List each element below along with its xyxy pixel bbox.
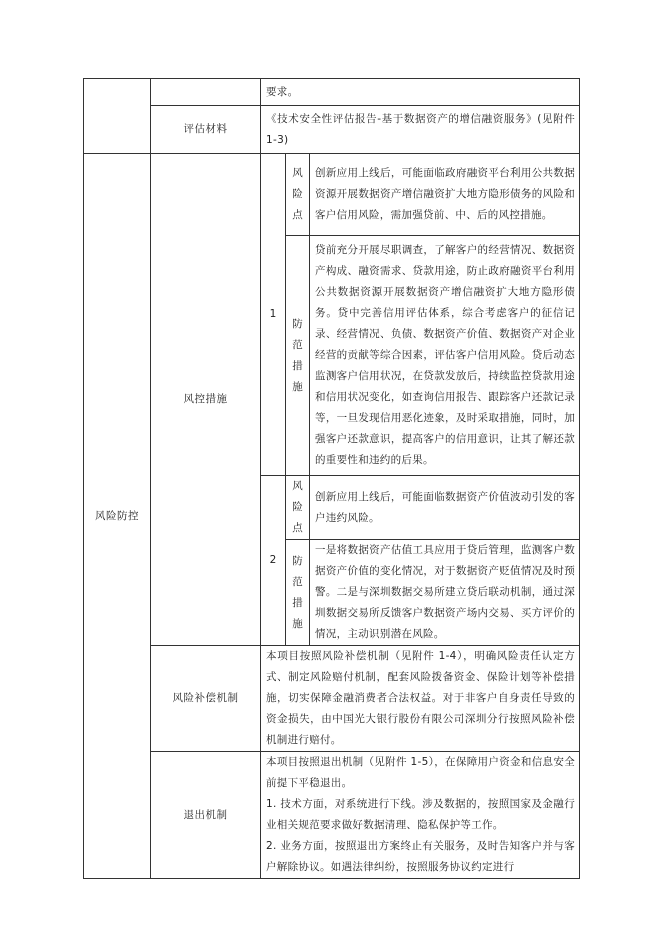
risk-control-table	[83, 78, 580, 879]
risk-point-label-char: 点	[292, 522, 303, 534]
prevention-label-char: 措	[292, 359, 303, 372]
risk-point-text: 创新应用上线后，可能面临数据资产价值波动引发的客户违约风险。	[310, 476, 580, 540]
prevention-label-char: 防	[292, 317, 303, 330]
risk-point-label-char: 险	[292, 501, 303, 513]
risk-point-label	[286, 154, 310, 236]
risk-compensation-label: 风险补偿机制	[151, 646, 261, 752]
prevention-label-char: 范	[292, 338, 303, 351]
continued-requirement-text: 要求。	[261, 79, 580, 106]
risk-compensation-text: 本项目按照风险补偿机制（见附件 1-4），明确风险责任认定方式、制定风险赔付机制，配套风险拨备资金、保险计划等补偿措施，切实保障金融消费者合法权益。对于非客户自身责任导致的资金损失，由中国光大银行股份有限公司深圳分行按照风险补偿机制进行赔付。	[261, 646, 580, 752]
exit-mechanism-text: 本项目按照退出机制（见附件 1-5），在保障用户资金和信息安全前提下平稳退出。 1. 技术方面，对系统进行下线。涉及数据的，按照国家及金融行业相关规范要求做好数据清理、隐私保护等工作。 2. 业务方面，按照退出方案终止有关服务，及时告知客户并与客户解除协议。如遇法律纠纷，按照服务协议约定进行	[261, 752, 580, 879]
prevention-measure-label	[286, 540, 310, 646]
prevention-label-char: 范	[292, 575, 303, 588]
risk-item-number: 1	[261, 154, 286, 476]
risk-point-label-char: 险	[292, 188, 303, 200]
prevention-label-char: 措	[292, 596, 303, 609]
risk-point-label-char: 点	[292, 209, 303, 221]
risk-point-label-char: 风	[292, 480, 303, 492]
top-mid-empty-cell	[151, 79, 261, 106]
eval-material-label: 评估材料	[151, 106, 261, 154]
prevention-measure-text: 贷前充分开展尽职调查，了解客户的经营情况、数据资产构成、融资需求、贷款用途，防止政府融资平台利用公共数据资源开展数据资产增信融资扩大地方隐形债务。贷中完善信用评估体系，综合考虑客户的征信记录、经营情况、负债、数据资产价值、数据资产对企业经营的贡献等综合因素，评估客户信用风险。贷后动态监测客户信用状况，在贷款发放后，持续监控贷款用途和信用状况变化，如查询信用报告、跟踪客户还款记录等，一旦发现信用恶化迹象，及时采取措施，同时，加强客户还款意识，提高客户的信用意识，让其了解还款的重要性和违约的后果。	[310, 236, 580, 476]
prevention-measure-label	[286, 236, 310, 476]
exit-mechanism-label: 退出机制	[151, 752, 261, 879]
prevention-label-char: 施	[292, 380, 303, 393]
risk-item-number: 2	[261, 476, 286, 646]
risk-point-text: 创新应用上线后，可能面临政府融资平台利用公共数据资源开展数据资产增信融资扩大地方隐形债务的风险和客户信用风险，需加强贷前、中、后的风控措施。	[310, 154, 580, 236]
eval-material-text: 《技术安全性评估报告-基于数据资产的增信融资服务》(见附件 1-3)	[261, 106, 580, 154]
control-measures-label: 风控措施	[151, 154, 261, 646]
prevention-label-char: 施	[292, 617, 303, 630]
risk-point-label-char: 风	[292, 167, 303, 179]
prevention-label-char: 防	[292, 554, 303, 567]
top-left-empty-cell	[84, 79, 151, 154]
risk-section-label: 风险防控	[84, 154, 151, 879]
risk-point-label	[286, 476, 310, 540]
prevention-measure-text: 一是将数据资产估值工具应用于贷后管理，监测客户数据资产价值的变化情况，对于数据资产贬值情况及时预警。二是与深圳数据交易所建立贷后联动机制，通过深圳数据交易所反馈客户数据资产场内交易、买方评价的情况，主动识别潜在风险。	[310, 540, 580, 646]
